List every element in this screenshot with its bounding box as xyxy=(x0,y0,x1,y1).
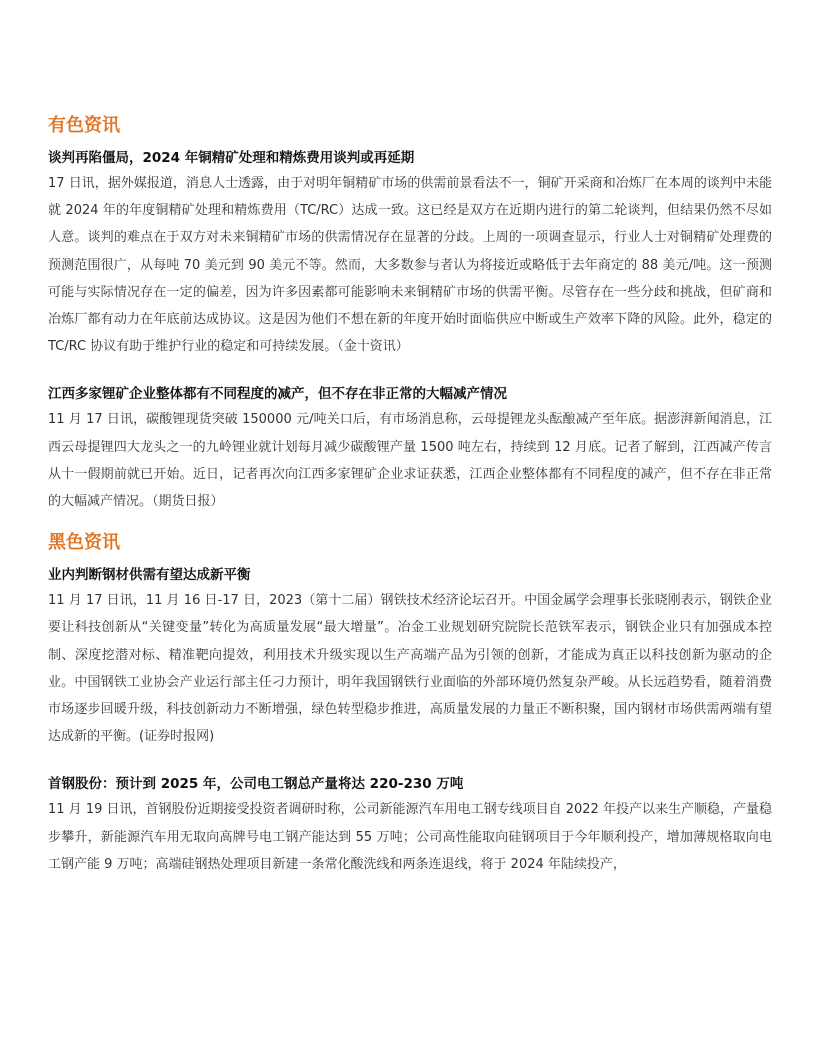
article-copper-tc-rc xyxy=(48,146,772,360)
article-title: 谈判再陷僵局，2024 年铜精矿处理和精炼费用谈判或再延期 xyxy=(48,150,415,166)
article-shougang-electrical-steel xyxy=(48,772,772,878)
article-body: 11 月 17 日讯，碳酸锂现货突破 150000 元/吨关口后，有市场消息称，云母提锂龙头酝酿减产至年底。据澎湃新闻消息，江西云母提锂四大龙头之一的九岭锂业就计划每月减少碳酸锂产量 1500 吨左右，持续到 12 月底。记者了解到，江西减产传言从十一假期前就已开始。近日，记者再次向江西多家锂矿企业求证获悉，江西企业整体都有不同程度的减产，但不存在非正常的大幅减产情况。（期货日报） xyxy=(48,412,772,510)
article-jiangxi-lithium xyxy=(48,382,772,515)
section-title-ferrous: 黑色资讯 xyxy=(48,532,120,554)
article-body: 17 日讯，据外媒报道，消息人士透露，由于对明年铜精矿市场的供需前景看法不一，铜矿开采商和冶炼厂在本周的谈判中未能就 2024 年的年度铜精矿处理和精炼费用（TC/RC）达成一致。这已经是双方在近期内进行的第二轮谈判，但结果仍然不尽如人意。谈判的难点在于双方对未来铜精矿市场的供需情况存在显著的分歧。上周的一项调查显示，行业人士对铜精矿处理费的预测范围很广，从每吨 70 美元到 90 美元不等。然而，大多数参与者认为将接近或略低于去年商定的 88 美元/吨。这一预测可能与实际情况存在一定的偏差，因为许多因素都可能影响未来铜精矿市场的供需平衡。尽管存在一些分歧和挑战，但矿商和冶炼厂都有动力在年底前达成协议。这是因为他们不想在新的年度开始时面临供应中断或生产效率下降的风险。此外，稳定的 TC/RC 协议有助于维护行业的稳定和可持续发展。（金十资讯） xyxy=(48,176,772,355)
article-body: 11 月 19 日讯，首钢股份近期接受投资者调研时称，公司新能源汽车用电工钢专线项目自 2022 年投产以来生产顺稳，产量稳步攀升，新能源汽车用无取向高牌号电工钢产能达到 55 万吨；公司高性能取向硅钢项目于今年顺利投产，增加薄规格取向电工钢产能 9 万吨；高端硅钢热处理项目新建一条常化酸洗线和两条连退线，将于 2024 年陆续投产， xyxy=(48,802,772,872)
article-body: 11 月 17 日讯，11 月 16 日-17 日，2023（第十二届）钢铁技术经济论坛召开。中国金属学会理事长张晓刚表示，钢铁企业要让科技创新从“关键变量”转化为高质量发展“最大增量”。冶金工业规划研究院院长范铁军表示，钢铁企业只有加强成本控制、深度挖潜对标、精准靶向提效，利用技术升级实现以生产高端产品为引领的创新，才能成为真正以科技创新为驱动的企业。中国钢铁工业协会产业运行部主任刁力预计，明年我国钢铁行业面临的外部环境仍然复杂严峻。从长远趋势看，随着消费市场逐步回暖升级，科技创新动力不断增强，绿色转型稳步推进，高质量发展的力量正不断积聚，国内钢材市场供需两端有望达成新的平衡。(证券时报网) xyxy=(48,593,772,745)
article-title: 江西多家锂矿企业整体都有不同程度的减产，但不存在非正常的大幅减产情况 xyxy=(48,386,507,403)
document-page xyxy=(48,112,772,878)
article-title: 首钢股份：预计到 2025 年，公司电工钢总产量将达 220-230 万吨 xyxy=(48,776,464,793)
article-title: 业内判断钢材供需有望达成新平衡 xyxy=(48,567,251,584)
article-steel-balance xyxy=(48,563,772,750)
section-title-nonferrous: 有色资讯 xyxy=(48,115,120,136)
